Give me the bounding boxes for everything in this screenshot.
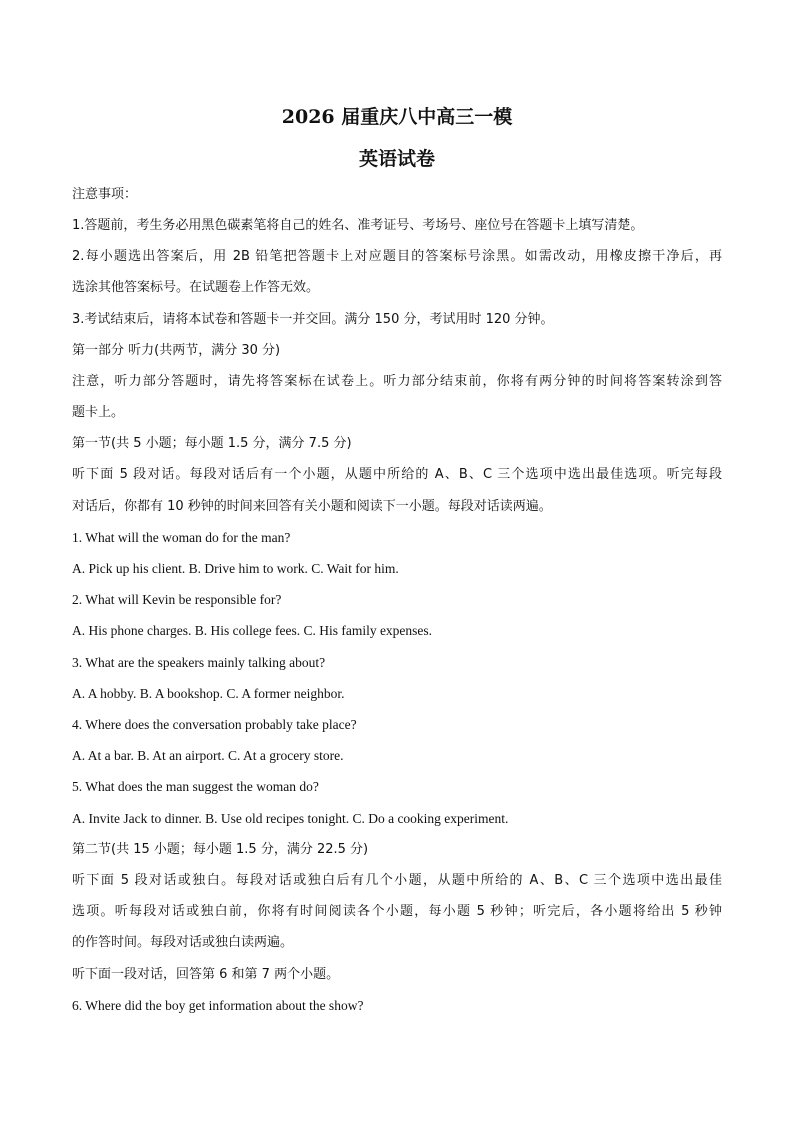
question-5: 5. What does the man suggest the woman do? [72,779,319,794]
part1-note-line-1: 注意，听力部分答题时，请先将答案标在试卷上。听力部分结束前，你将有两分钟的时间将答案转涂到答 [72,374,722,389]
question-6: 6. Where did the boy get information about the show? [72,998,364,1013]
question-2: 2. What will Kevin be responsible for? [72,592,282,607]
question-5-options: A. Invite Jack to dinner. B. Use old recipes tonight. C. Do a cooking experiment. [72,811,509,826]
question-4-options: A. At a bar. B. At an airport. C. At a grocery store. [72,748,344,763]
section2-sub-intro: 听下面一段对话，回答第 6 和第 7 两个小题。 [72,967,340,982]
question-1: 1. What will the woman do for the man? [72,530,291,545]
question-4: 4. Where does the conversation probably take place? [72,717,357,732]
notice-item-1: 1.答题前，考生务必用黑色碳素笔将自己的姓名、准考证号、考场号、座位号在答题卡上填写清楚。 [72,218,644,233]
notice-item-2-line-2: 选涂其他答案标号。在试题卷上作答无效。 [72,280,320,295]
question-3-options: A. A hobby. B. A bookshop. C. A former neighbor. [72,686,345,701]
notice-heading: 注意事项： [72,187,138,202]
part1-note-line-2: 题卡上。 [72,405,125,420]
notice-item-3: 3.考试结束后，请将本试卷和答题卡一并交回。满分 150 分，考试用时 120 分钟。 [72,312,554,327]
section1-intro-line-1: 听下面 5 段对话。每段对话后有一个小题，从题中所给的 A、B、C 三个选项中选出最佳选项。听完每段 [72,467,722,482]
question-2-options: A. His phone charges. B. His college fees. C. His family expenses. [72,623,433,638]
section2-intro-line-1: 听下面 5 段对话或独白。每段对话或独白后有几个小题，从题中所给的 A、B、C 三个选项中选出最佳 [72,873,722,888]
section1-intro-line-2: 对话后，你都有 10 秒钟的时间来回答有关小题和阅读下一小题。每段对话读两遍。 [72,499,552,514]
section2-heading: 第二节(共 15 小题；每小题 1.5 分，满分 22.5 分) [72,842,369,857]
section2-intro-line-3: 的作答时间。每段对话或独白读两遍。 [72,935,294,950]
section1-heading: 第一节(共 5 小题；每小题 1.5 分，满分 7.5 分) [72,436,352,451]
question-3: 3. What are the speakers mainly talking about? [72,655,326,670]
question-1-options: A. Pick up his client. B. Drive him to work. C. Wait for him. [72,561,399,576]
exam-subtitle: 英语试卷 [358,148,435,170]
notice-item-2-line-1: 2.每小题选出答案后，用 2B 铅笔把答题卡上对应题目的答案标号涂黑。如需改动，用橡皮擦干净后，再 [72,249,722,264]
section2-intro-line-2: 选项。听每段对话或独白前，你将有时间阅读各个小题，每小题 5 秒钟；听完后，各小题将给出 5 秒钟 [72,904,722,919]
part1-heading: 第一部分 听力(共两节，满分 30 分) [72,343,281,358]
exam-title: 2026 届重庆八中高三一模 [281,106,513,128]
